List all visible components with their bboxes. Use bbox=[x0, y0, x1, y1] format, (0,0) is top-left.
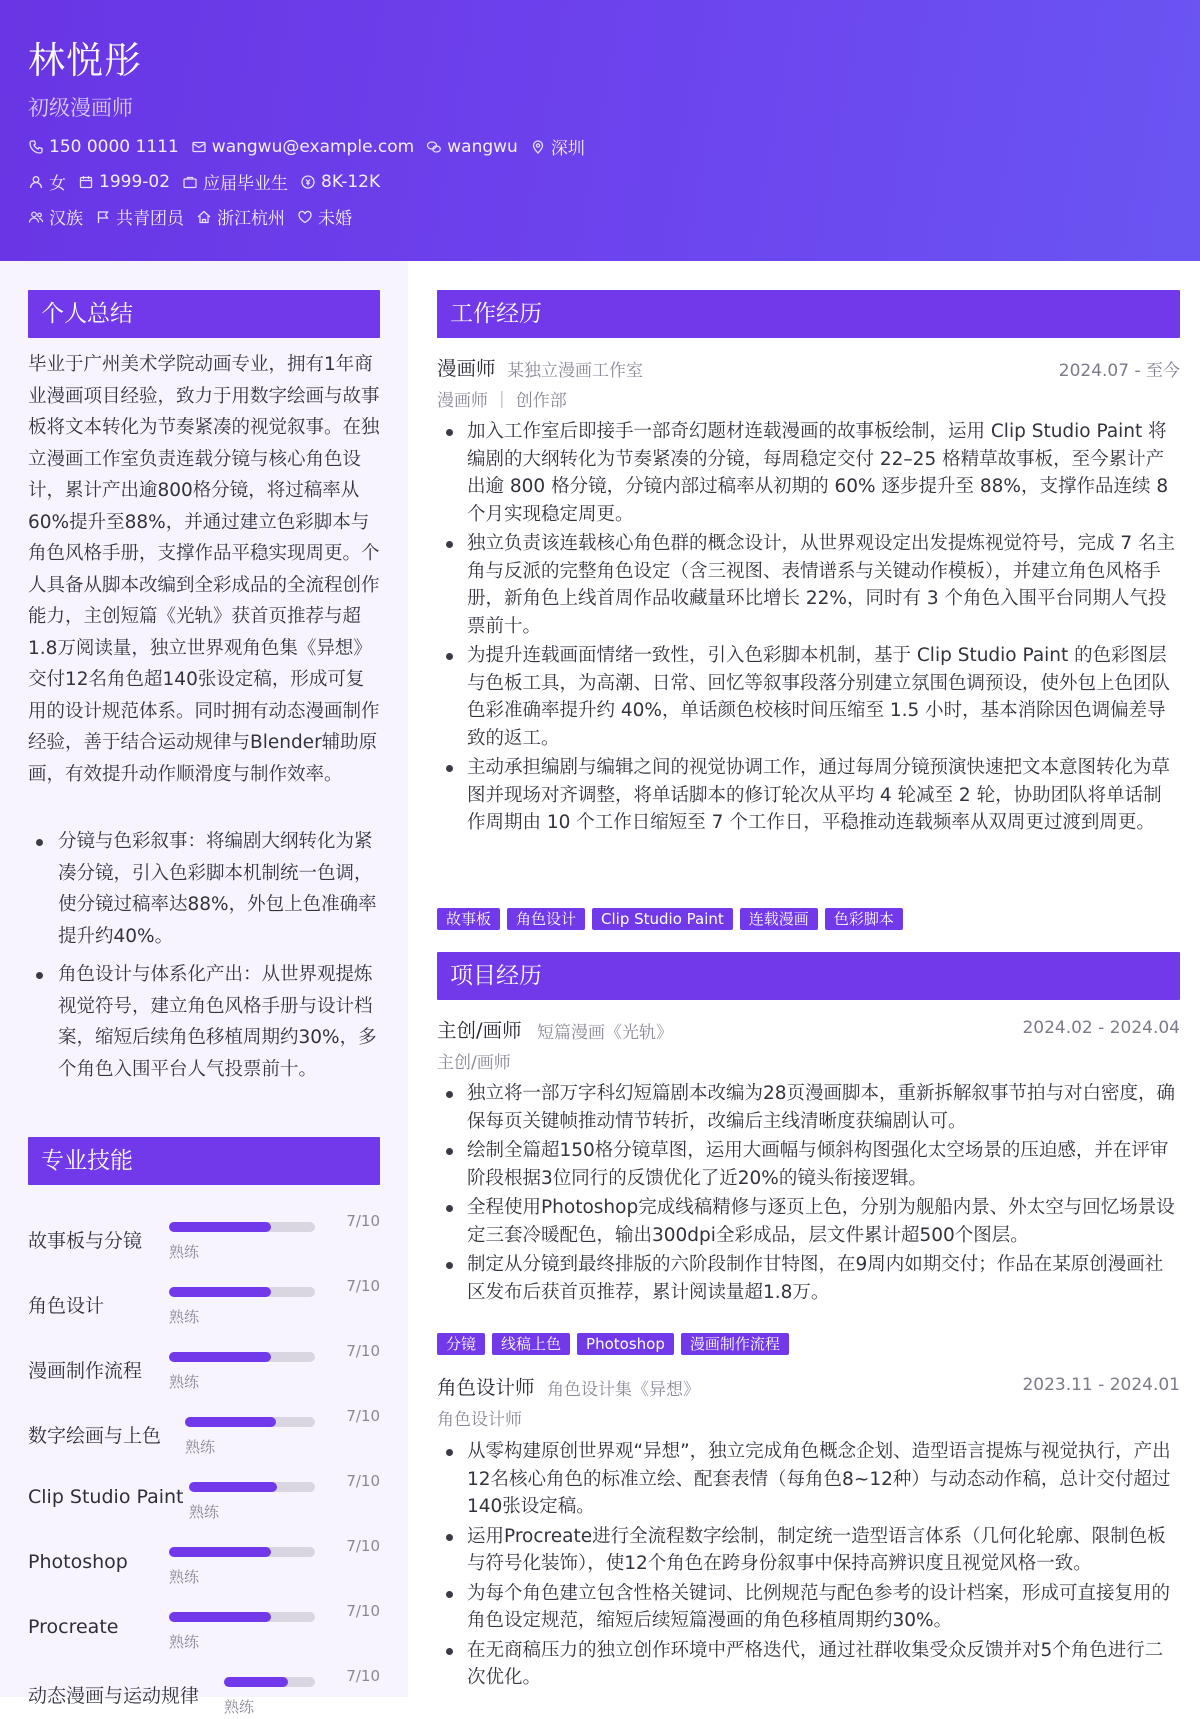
skill-bar bbox=[169, 1222, 315, 1232]
list-item: 全程使用Photoshop完成线稿精修与逐页上色，分别为舰船内景、外太空与回忆场景设定三套冷暖配色，输出300dpi全彩成品，层文件累计超500个图层。 bbox=[437, 1194, 1180, 1249]
skill-score: 7/10 bbox=[346, 1342, 380, 1360]
skill-item bbox=[28, 1399, 380, 1459]
skill-name: 漫画制作流程 bbox=[28, 1360, 143, 1382]
skill-fill bbox=[224, 1677, 288, 1687]
work-role: 漫画师 bbox=[437, 357, 496, 380]
skill-fill bbox=[169, 1352, 271, 1362]
location-info bbox=[530, 134, 585, 159]
project-tags bbox=[437, 1333, 796, 1355]
skill-fill bbox=[185, 1417, 276, 1427]
skill-name: Procreate bbox=[28, 1616, 119, 1638]
skill-item bbox=[28, 1659, 380, 1719]
skill-item bbox=[28, 1204, 380, 1264]
flag-icon bbox=[95, 209, 111, 225]
wechat-text: wangwu bbox=[447, 136, 518, 157]
skill-score: 7/10 bbox=[346, 1537, 380, 1555]
skill-score: 7/10 bbox=[346, 1602, 380, 1620]
wechat-icon bbox=[426, 139, 442, 155]
skill-name: Clip Studio Paint bbox=[28, 1486, 184, 1508]
work-department: 漫画师 ｜ 创作部 bbox=[437, 391, 567, 411]
status-info bbox=[182, 169, 288, 194]
project-role-sub: 主创/画师 bbox=[437, 1053, 511, 1073]
project-bullets bbox=[437, 1438, 1180, 1694]
political-text: 共青团员 bbox=[116, 209, 184, 229]
hometown-info bbox=[196, 204, 285, 229]
salary-text: 8K-12K bbox=[321, 171, 381, 192]
skill-score: 7/10 bbox=[346, 1277, 380, 1295]
skill-tag: Photoshop bbox=[577, 1333, 674, 1355]
background-row bbox=[28, 204, 364, 229]
skill-level: 熟练 bbox=[169, 1373, 200, 1391]
salary-icon bbox=[300, 174, 316, 190]
skill-bar bbox=[189, 1482, 315, 1492]
left-column bbox=[0, 261, 408, 1716]
contact-row bbox=[28, 134, 597, 159]
skill-tag: 连载漫画 bbox=[740, 908, 818, 930]
skill-name: Photoshop bbox=[28, 1551, 128, 1573]
skill-name: 数字绘画与上色 bbox=[28, 1425, 162, 1447]
skill-level: 熟练 bbox=[224, 1698, 255, 1716]
list-item: 独立将一部万字科幻短篇剧本改编为28页漫画脚本，重新拆解叙事节拍与对白密度，确保每页关键帧推动情节转折，改编后主线清晰度获编剧认可。 bbox=[437, 1080, 1180, 1135]
skill-score: 7/10 bbox=[346, 1212, 380, 1230]
mail-icon bbox=[191, 139, 207, 155]
skill-name: 角色设计 bbox=[28, 1295, 105, 1317]
project-entry-header bbox=[437, 1015, 1180, 1043]
skill-bar bbox=[169, 1352, 315, 1362]
project-role-sub: 角色设计师 bbox=[437, 1410, 522, 1430]
skill-level: 熟练 bbox=[169, 1568, 200, 1586]
skill-score: 7/10 bbox=[346, 1407, 380, 1425]
skills-section-title: 专业技能 bbox=[28, 1137, 380, 1185]
list-item: 加入工作室后即接手一部奇幻题材连载漫画的故事板绘制，运用 Clip Studio Paint 将编剧的大纲转化为节奏紧凑的分镜，每周稳定交付 22–25 格精草故事板，至今累计产出逾 800 格分镜，分镜内部过稿率从初期的 60% 逐步提升至 88%，支撑作品连续 8 个月实现稳定周更。 bbox=[437, 418, 1180, 528]
skill-name: 故事板与分镜 bbox=[28, 1230, 143, 1252]
skill-tag: 故事板 bbox=[437, 908, 500, 930]
list-item: 主动承担编剧与编辑之间的视觉协调工作，通过每周分镜预演快速把文本意图转化为草图并现场对齐调整，将单话脚本的修订轮次从平均 4 轮减至 2 轮，协助团队将单话制作周期由 10 个工作日缩短至 7 个工作日，平稳推动连载频率从双周更过渡到周更。 bbox=[437, 754, 1180, 837]
skill-fill bbox=[189, 1482, 277, 1492]
gender-info bbox=[28, 169, 66, 194]
skill-item bbox=[28, 1269, 380, 1329]
skill-item bbox=[28, 1529, 380, 1589]
skill-name: 动态漫画与运动规律 bbox=[28, 1685, 200, 1707]
skill-bar bbox=[224, 1677, 315, 1687]
project-role: 角色设计师 bbox=[437, 1376, 535, 1399]
briefcase-icon bbox=[182, 174, 198, 190]
ethnicity-text: 汉族 bbox=[49, 209, 83, 229]
skill-level: 熟练 bbox=[185, 1438, 216, 1456]
birth-info bbox=[78, 172, 170, 192]
list-item: 独立负责该连载核心角色群的概念设计，从世界观设定出发提炼视觉符号，完成 7 名主角与反派的完整角色设定（含三视图、表情谱系与关键动作模板），并建立角色风格手册，新角色上线首周作品收藏量环比增长 22%，同时有 3 个角色入围平台同期人气投票前十。 bbox=[437, 530, 1180, 640]
skill-bar bbox=[169, 1547, 315, 1557]
work-date: 2024.07 - 至今 bbox=[1058, 361, 1180, 381]
skill-item bbox=[28, 1464, 380, 1524]
people-icon bbox=[28, 209, 44, 225]
email-text: wangwu@example.com bbox=[211, 136, 415, 157]
project-name: 角色设计集《异想》 bbox=[547, 1380, 700, 1400]
skill-level: 熟练 bbox=[189, 1503, 220, 1521]
phone-text: 150 0000 1111 bbox=[49, 136, 179, 157]
skill-tag: 线稿上色 bbox=[492, 1333, 570, 1355]
list-item: 从零构建原创世界观“异想”，独立完成角色概念企划、造型语言提炼与视觉执行，产出12名核心角色的标准立绘、配套表情（每角色8~12种）与动态动作稿，总计交付超过140张设定稿。 bbox=[437, 1438, 1180, 1521]
list-item: 绘制全篇超150格分镜草图，运用大画幅与倾斜构图强化太空场景的压迫感，并在评审阶段根据3位同行的反馈优化了近20%的镜头衔接逻辑。 bbox=[437, 1137, 1180, 1192]
skill-tag: 漫画制作流程 bbox=[681, 1333, 789, 1355]
list-item: 角色设计与体系化产出：从世界观提炼视觉符号，建立角色风格手册与设计档案，缩短后续角色移植周期约30%，多个角色入围平台人气投票前十。 bbox=[28, 959, 380, 1085]
skill-level: 熟练 bbox=[169, 1243, 200, 1261]
work-entry-header bbox=[437, 353, 1180, 381]
salary-info bbox=[300, 172, 380, 192]
skill-bar bbox=[169, 1612, 315, 1622]
hometown-text: 浙江杭州 bbox=[217, 209, 285, 229]
project-bullets bbox=[437, 1080, 1180, 1308]
personal-row bbox=[28, 169, 392, 194]
skill-fill bbox=[169, 1547, 271, 1557]
list-item: 分镜与色彩叙事：将编剧大纲转化为紧凑分镜，引入色彩脚本机制统一色调，使分镜过稿率达88%，外包上色准确率提升约40%。 bbox=[28, 826, 380, 952]
skill-tag: 角色设计 bbox=[507, 908, 585, 930]
skill-level: 熟练 bbox=[169, 1308, 200, 1326]
work-section-title: 工作经历 bbox=[437, 290, 1180, 338]
summary-section-title: 个人总结 bbox=[28, 290, 380, 338]
political-info bbox=[95, 204, 184, 229]
skill-tag: 色彩脚本 bbox=[825, 908, 903, 930]
status-text: 应届毕业生 bbox=[203, 174, 289, 194]
project-role: 主创/画师 bbox=[437, 1019, 522, 1042]
skill-fill bbox=[169, 1287, 271, 1297]
phone-info bbox=[28, 137, 179, 157]
list-item: 为提升连载画面情绪一致性，引入色彩脚本机制，基于 Clip Studio Paint 的色彩图层与色板工具，为高潮、日常、回忆等叙事段落分别建立氛围色调预设，使外包上色团队色彩准确率提升约 40%，单话颜色校核时间压缩至 1.5 小时，基本消除因色调偏差导致的返工。 bbox=[437, 642, 1180, 752]
birth-text: 1999-02 bbox=[99, 171, 171, 192]
skill-tag: Clip Studio Paint bbox=[592, 908, 733, 930]
project-date: 2023.11 - 2024.01 bbox=[1022, 1375, 1180, 1395]
list-item: 在无商稿压力的独立创作环境中严格迭代，通过社群收集受众反馈并对5个角色进行二次优化。 bbox=[437, 1637, 1180, 1692]
list-item: 制定从分镜到最终排版的六阶段制作甘特图，在9周内如期交付；作品在某原创漫画社区发布后获首页推荐，累计阅读量超1.8万。 bbox=[437, 1251, 1180, 1306]
wechat-info bbox=[426, 137, 518, 157]
gender-text: 女 bbox=[49, 174, 66, 194]
summary-points bbox=[28, 826, 380, 1092]
marital-text: 未婚 bbox=[318, 209, 352, 229]
calendar-icon bbox=[78, 174, 94, 190]
skill-fill bbox=[169, 1612, 271, 1622]
skill-tag: 分镜 bbox=[437, 1333, 485, 1355]
list-item: 为每个角色建立包含性格关键词、比例规范与配色参考的设计档案，形成可直接复用的角色设定规范，缩短后续短篇漫画的角色移植周期约30%。 bbox=[437, 1580, 1180, 1635]
skill-fill bbox=[169, 1222, 271, 1232]
marital-info bbox=[297, 204, 352, 229]
location-icon bbox=[530, 139, 546, 155]
phone-icon bbox=[28, 139, 44, 155]
ethnicity-info bbox=[28, 204, 83, 229]
resume-header bbox=[0, 0, 1200, 261]
candidate-name: 林悦彤 bbox=[28, 39, 142, 82]
location-text: 深圳 bbox=[550, 139, 585, 159]
project-name: 短篇漫画《光轨》 bbox=[537, 1023, 673, 1043]
work-tags bbox=[437, 908, 910, 930]
work-org: 某独立漫画工作室 bbox=[507, 361, 643, 381]
job-title: 初级漫画师 bbox=[28, 96, 133, 120]
project-date: 2024.02 - 2024.04 bbox=[1022, 1018, 1180, 1038]
skill-score: 7/10 bbox=[346, 1667, 380, 1685]
project-entry-header bbox=[437, 1372, 1180, 1400]
skill-bar bbox=[185, 1417, 315, 1427]
skill-level: 熟练 bbox=[169, 1633, 200, 1651]
skill-bar bbox=[169, 1287, 315, 1297]
work-bullets bbox=[437, 418, 1180, 839]
home-icon bbox=[196, 209, 212, 225]
user-icon bbox=[28, 174, 44, 190]
right-column bbox=[408, 261, 1200, 1697]
list-item: 运用Procreate进行全流程数字绘制，制定统一造型语言体系（几何化轮廓、限制色板与符号化装饰），使12个角色在跨身份叙事中保持高辨识度且视觉风格一致。 bbox=[437, 1523, 1180, 1578]
email-info bbox=[191, 137, 414, 157]
skill-item bbox=[28, 1334, 380, 1394]
heart-icon bbox=[297, 209, 313, 225]
summary-text: 毕业于广州美术学院动画专业，拥有1年商业漫画项目经验，致力于用数字绘画与故事板将文本转化为节奏紧凑的视觉叙事。在独立漫画工作室负责连载分镜与核心角色设计，累计产出逾800格分镜，将过稿率从60%提升至88%，并通过建立色彩脚本与角色风格手册，支撑作品平稳实现周更。个人具备从脚本改编到全彩成品的全流程创作能力，主创短篇《光轨》获首页推荐与超1.8万阅读量，独立世界观角色集《异想》交付12名角色超140张设定稿，形成可复用的设计规范体系。同时拥有动态漫画制作经验，善于结合运动规律与Blender辅助原画，有效提升动作顺滑度与制作效率。 bbox=[28, 354, 380, 785]
skill-item bbox=[28, 1594, 380, 1654]
skill-score: 7/10 bbox=[346, 1472, 380, 1490]
project-section-title: 项目经历 bbox=[437, 952, 1180, 1000]
